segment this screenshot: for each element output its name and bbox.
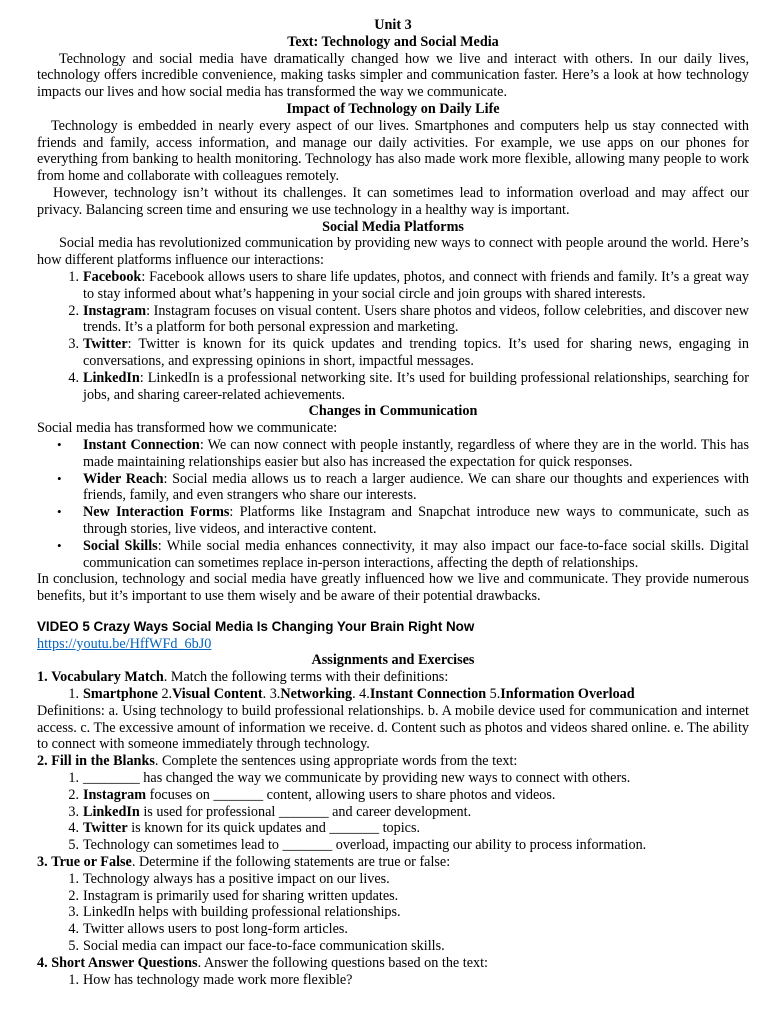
change-term: Social Skills <box>83 537 158 554</box>
text-title: Text: Technology and Social Media <box>287 33 499 50</box>
list-item <box>37 471 749 505</box>
platforms-intro: Social media has revolutionized communication by providing new ways to connect with people around the world. Here’s how different platforms influence our interactions: <box>37 235 749 269</box>
video-title: VIDEO 5 Crazy Ways Social Media Is Changing Your Brain Right Now <box>37 618 475 634</box>
item-text: How has technology made work more flexible? <box>83 971 353 988</box>
list-number: 3. <box>68 336 79 353</box>
vocab-number: 5. <box>486 686 501 703</box>
vocab-number: 2. <box>157 686 173 703</box>
exercise-number: 2. <box>37 753 48 770</box>
list-item <box>37 888 749 905</box>
impact-paragraph-2: However, technology isn’t without its challenges. It can sometimes lead to information overload and may affect our privacy. Balancing screen time and ensuring we use technology in a healthy way is important. <box>37 184 749 218</box>
list-item <box>37 504 749 538</box>
fill-blanks-list <box>37 770 749 854</box>
exercise-number: 1. <box>37 669 48 686</box>
item-term: Instagram <box>83 786 147 803</box>
list-number: 4. <box>68 921 79 938</box>
spacer <box>37 605 749 619</box>
assignments-heading: Assignments and Exercises <box>311 652 475 669</box>
change-description: : Platforms like Instagram and Snapchat introduce new ways to communicate, such as through stories, live videos, and interactive content. <box>83 504 749 537</box>
list-item <box>37 837 749 854</box>
list-number: 1. <box>68 686 79 703</box>
exercise-title: Short Answer Questions <box>51 954 198 971</box>
vocab-term: Visual Content <box>172 686 263 703</box>
list-number: 2. <box>68 302 79 319</box>
change-description: : We can now connect with people instantly, regardless of where they are in the world. This has made maintaining relationships easier but also has increased the expectation for quick responses. <box>83 436 749 470</box>
list-number: 4. <box>68 369 79 386</box>
list-number: 5. <box>68 938 79 955</box>
item-text: is used for professional _______ and career development. <box>139 803 472 820</box>
changes-list <box>37 437 749 571</box>
item-text: Twitter allows users to post long-form articles. <box>83 921 348 938</box>
list-item <box>37 437 749 471</box>
exercise-instructions: . Determine if the following statements are true or false: <box>131 854 451 871</box>
item-text: ________ has changed the way we communicate by providing new ways to connect with others. <box>83 770 631 787</box>
intro-paragraph: Technology and social media have dramatically changed how we live and interact with others. In our daily lives, technology offers incredible convenience, making tasks simpler and communication faster. Here’s a look at how technology impacts our lives and how social media has transformed the way we communicate. <box>37 50 749 101</box>
vocab-term: Smartphone <box>83 686 158 703</box>
changes-intro: Social media has transformed how we communicate: <box>37 420 338 437</box>
change-term: Wider Reach <box>83 470 164 487</box>
vocab-term: Instant Connection <box>369 686 487 703</box>
list-item <box>37 820 749 837</box>
list-item <box>37 303 749 337</box>
list-number: 1. <box>68 971 79 988</box>
list-item <box>37 904 749 921</box>
change-description: : While social media enhances connectivity, it may also impact our face-to-face social skills. Digital communication can sometimes replace in-person interactions, affecting the depth of relationships. <box>83 537 749 571</box>
true-false-list <box>37 871 749 955</box>
bullet-icon: • <box>57 470 62 486</box>
exercise-instructions: . Match the following terms with their definitions: <box>163 669 449 686</box>
item-text: is known for its quick updates and _______ topics. <box>127 820 421 837</box>
conclusion-paragraph: In conclusion, technology and social media have greatly influenced how we live and communicate. They provide numerous benefits, but it’s important to use them wisely and be aware of their potential drawbacks. <box>37 571 749 605</box>
list-item <box>37 336 749 370</box>
vocab-number: . 3. <box>262 686 281 703</box>
exercise-1-title <box>37 669 749 686</box>
video-link[interactable]: https://youtu.be/HffWFd_6bJ0 <box>37 635 212 652</box>
exercise-number: 4. <box>37 954 48 971</box>
list-number: 2. <box>68 887 79 904</box>
impact-paragraph-1: Technology is embedded in nearly every aspect of our lives. Smartphones and computers help us stay connected with friends and family, access information, and manage our daily activities. For example, we use apps on our phones for everything from banking to health monitoring. Technology has also made work more flexible, allowing many people to work from home and collaborate with colleagues remotely. <box>37 117 749 185</box>
list-item <box>37 804 749 821</box>
platforms-list <box>37 269 749 403</box>
platform-term: Twitter <box>83 336 128 353</box>
list-number: 4. <box>68 820 79 837</box>
list-number: 5. <box>68 837 79 854</box>
list-number: 3. <box>68 803 79 820</box>
item-text: Social media can impact our face-to-face communication skills. <box>83 938 445 955</box>
item-text: Technology can sometimes lead to _______ overload, impacting our ability to process information. <box>83 837 647 854</box>
list-item <box>37 921 749 938</box>
platform-term: Instagram <box>83 302 147 319</box>
list-item <box>37 972 749 989</box>
exercise-3-title <box>37 854 749 871</box>
vocab-number: . 4. <box>352 686 370 703</box>
platform-term: Facebook <box>83 268 142 285</box>
list-number: 2. <box>68 786 79 803</box>
list-number: 1. <box>68 770 79 787</box>
impact-heading: Impact of Technology on Daily Life <box>286 100 500 117</box>
exercise-number: 3. <box>37 854 48 871</box>
change-term: New Interaction Forms <box>83 504 230 521</box>
list-item <box>37 770 749 787</box>
item-text: Instagram is primarily used for sharing written updates. <box>83 887 399 904</box>
exercise-instructions: . Complete the sentences using appropriate words from the text: <box>154 753 518 770</box>
change-term: Instant Connection <box>83 436 200 453</box>
platform-description: : Twitter is known for its quick updates and trending topics. It’s used for sharing news, engaging in conversations, and expressing opinions in short, impactful messages. <box>83 336 749 369</box>
list-item <box>37 938 749 955</box>
vocab-term: Networking <box>280 686 353 703</box>
item-text: LinkedIn helps with building professional relationships. <box>83 904 401 921</box>
item-text: focuses on _______ content, allowing users to share photos and videos. <box>146 786 556 803</box>
exercise-2-title <box>37 753 749 770</box>
changes-heading: Changes in Communication <box>308 403 478 420</box>
list-number: 3. <box>68 904 79 921</box>
bullet-icon: • <box>57 537 62 553</box>
document-page <box>37 17 749 988</box>
platform-description: : LinkedIn is a professional networking site. It’s used for building professional relationships, searching for jobs, and sharing career-related achievements. <box>83 369 749 403</box>
list-item <box>37 538 749 572</box>
exercise-instructions: . Answer the following questions based on the text: <box>197 954 488 971</box>
vocabulary-definitions: Definitions: a. Using technology to build professional relationships. b. A mobile device used for communication and internet access. c. The excessive amount of information we receive. d. Content such as photos and videos shared online. e. The ability to connect with someone immediately through technology. <box>37 702 749 753</box>
item-text: Technology always has a positive impact on our lives. <box>83 870 390 887</box>
vocab-term: Information Overload <box>500 686 635 703</box>
list-item <box>37 269 749 303</box>
exercise-title: Vocabulary Match <box>51 669 164 686</box>
platform-description: : Facebook allows users to share life updates, photos, and connect with friends and family. It’s a great way to stay informed about what’s happening in your social circle and join groups with shared interests. <box>83 268 749 302</box>
platforms-heading: Social Media Platforms <box>322 218 464 235</box>
list-number: 1. <box>68 870 79 887</box>
list-item <box>37 370 749 404</box>
exercise-title: Fill in the Blanks <box>51 753 155 770</box>
exercise-title: True or False <box>51 854 132 871</box>
platform-description: : Instagram focuses on visual content. Users share photos and videos, follow celebrities, and discover new trends. It’s a platform for both personal expression and marketing. <box>83 302 749 336</box>
short-answer-list <box>37 972 749 989</box>
list-number: 1. <box>68 268 79 285</box>
bullet-icon: • <box>57 436 62 452</box>
change-description: : Social media allows us to reach a larger audience. We can share our thoughts and experiences with friends, family, and even strangers who share our interests. <box>83 470 749 504</box>
vocabulary-terms <box>37 686 749 703</box>
bullet-icon: • <box>57 504 62 520</box>
item-term: Twitter <box>83 820 128 837</box>
unit-heading: Unit 3 <box>374 17 412 33</box>
platform-term: LinkedIn <box>83 369 140 386</box>
list-item <box>37 871 749 888</box>
item-term: LinkedIn <box>83 803 140 820</box>
list-item <box>37 787 749 804</box>
exercise-4-title <box>37 955 749 972</box>
